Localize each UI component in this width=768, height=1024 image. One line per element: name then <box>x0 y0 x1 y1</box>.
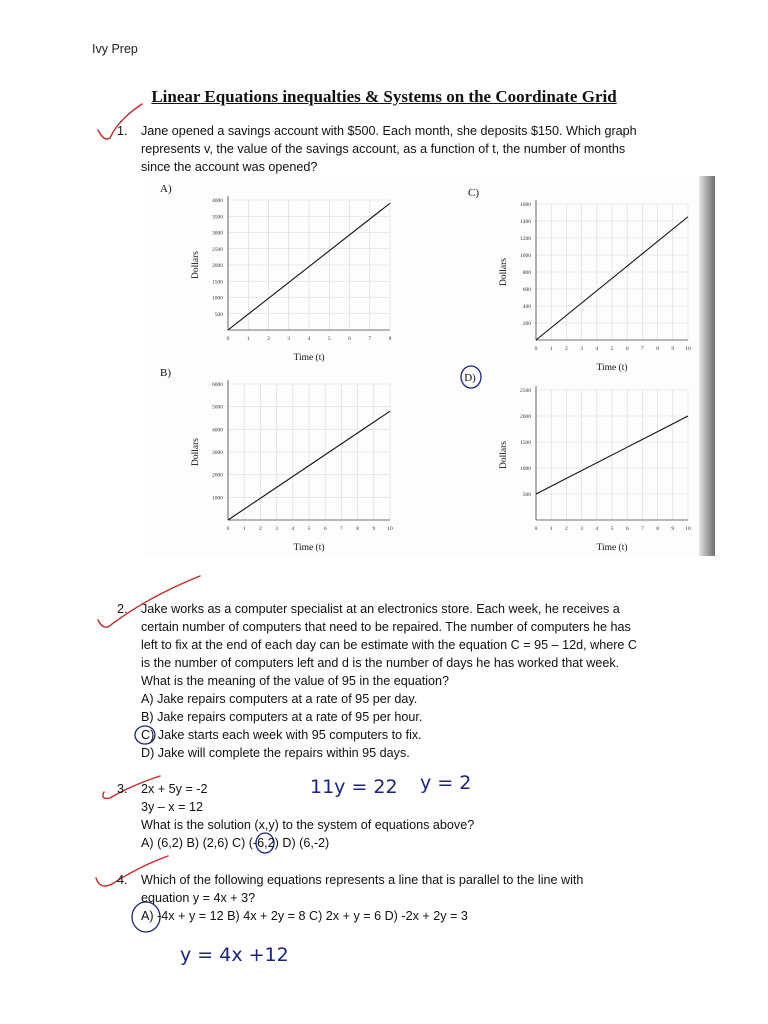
y-axis-label: Dollars <box>499 258 509 286</box>
answer-options: A) (6,2) B) (2,6) C) (-6,2) D) (6,-2) <box>141 836 330 850</box>
y-tick-label: 1200 <box>520 236 531 242</box>
x-tick-label: 1 <box>549 526 553 532</box>
x-tick-label: 10 <box>685 346 691 352</box>
x-axis-label: Time (t) <box>596 543 628 553</box>
y-tick-label: 600 <box>522 287 531 293</box>
x-tick-label: 4 <box>595 526 599 532</box>
x-tick-label: 6 <box>323 526 327 532</box>
handwritten-work: y = 4x +12 <box>180 944 289 966</box>
handwritten-work: y = 2 <box>420 772 472 794</box>
y-tick-label: 500 <box>522 492 531 498</box>
x-tick-label: 9 <box>372 526 376 532</box>
graph-label: C) <box>468 187 479 199</box>
question-line: equation y = 4x + 3? <box>141 891 256 905</box>
x-tick-label: 4 <box>291 526 295 532</box>
x-tick-label: 10 <box>685 526 691 532</box>
x-tick-label: 5 <box>307 526 311 532</box>
handwritten-work: 11y = 22 <box>310 776 398 798</box>
y-tick-label: 1000 <box>520 466 531 472</box>
y-tick-label: 2000 <box>520 414 531 420</box>
x-tick-label: 9 <box>671 346 675 352</box>
x-tick-label: 6 <box>625 346 629 352</box>
x-tick-label: 4 <box>595 346 599 352</box>
x-tick-label: 3 <box>287 336 291 342</box>
graph-d-label: D) <box>464 372 476 384</box>
y-axis-label: Dollars <box>191 438 201 466</box>
x-tick-label: 8 <box>388 336 392 342</box>
x-tick-label: 10 <box>387 526 393 532</box>
y-tick-label: 1000 <box>212 495 223 502</box>
y-tick-label: 6000 <box>212 382 223 388</box>
question-line: certain number of computers that need to be repaired. The number of computers he has <box>141 620 631 634</box>
question-number: 3. <box>117 782 128 796</box>
x-tick-label: 2 <box>259 526 262 532</box>
x-tick-label: 5 <box>610 526 614 532</box>
x-tick-label: 1 <box>242 526 246 532</box>
x-tick-label: 7 <box>641 526 644 532</box>
y-tick-label: 2000 <box>212 472 223 479</box>
y-tick-label: 3000 <box>212 450 223 456</box>
x-tick-label: 0 <box>226 336 230 342</box>
y-tick-label: 4000 <box>212 427 223 434</box>
y-tick-label: 1500 <box>520 440 531 446</box>
question-number: 1. <box>117 124 128 138</box>
graph-label: B) <box>160 367 171 379</box>
answer-option: D) Jake will complete the repairs within 95 days. <box>141 746 410 760</box>
question-text <box>141 600 661 762</box>
question-line: Which of the following equations represents a line that is parallel to the line with <box>141 873 584 887</box>
x-tick-label: 0 <box>534 346 538 352</box>
y-tick-label: 200 <box>522 321 531 327</box>
y-tick-label: 500 <box>214 311 223 318</box>
x-tick-label: 0 <box>534 526 538 532</box>
question-line: What is the meaning of the value of 95 in the equation? <box>141 674 450 688</box>
y-tick-label: 1500 <box>212 279 223 286</box>
question-line: Jane opened a savings account with $500. Each month, she deposits $150. Which graph <box>141 124 637 138</box>
answer-option: B) Jake repairs computers at a rate of 95 per hour. <box>141 710 423 724</box>
x-tick-label: 6 <box>625 526 629 532</box>
y-tick-label: 1400 <box>520 219 531 225</box>
x-tick-label: 3 <box>580 526 583 532</box>
x-tick-label: 8 <box>656 346 659 352</box>
y-tick-label: 1000 <box>520 253 531 259</box>
y-tick-label: 2500 <box>520 388 531 394</box>
x-tick-label: 3 <box>275 526 278 532</box>
y-tick-label: 3500 <box>212 214 223 221</box>
question-line: left to fix at the end of each day can be estimate with the equation C = 95 – 12d, where C <box>141 638 638 652</box>
y-tick-label: 800 <box>522 270 531 276</box>
graph-label: A) <box>160 183 172 195</box>
x-tick-label: 2 <box>565 526 568 532</box>
question-line: is the number of computers left and d is the number of days he has worked that week. <box>141 656 620 670</box>
question-2 <box>117 600 677 770</box>
x-tick-label: 7 <box>368 336 372 342</box>
equation-line: 2x + 5y = -2 <box>141 782 208 796</box>
question-line: What is the solution (x,y) to the system of equations above? <box>141 818 475 832</box>
x-tick-label: 4 <box>307 336 311 342</box>
x-axis-label: Time (t) <box>596 363 628 373</box>
x-tick-label: 3 <box>580 346 583 352</box>
x-tick-label: 9 <box>671 526 675 532</box>
answer-option: C) Jake starts each week with 95 computers to fix. <box>141 728 422 742</box>
y-axis-label: Dollars <box>499 441 509 469</box>
answer-option: A) Jake repairs computers at a rate of 95 per day. <box>141 692 418 706</box>
y-axis-label: Dollars <box>191 251 201 279</box>
x-axis-label: Time (t) <box>293 353 325 363</box>
y-tick-label: 1000 <box>212 295 223 302</box>
x-tick-label: 8 <box>356 526 359 532</box>
x-tick-label: 7 <box>340 526 343 532</box>
page-header: Ivy Prep <box>92 42 138 56</box>
question-4 <box>117 871 677 927</box>
x-tick-label: 6 <box>348 336 351 342</box>
question-number: 2. <box>117 602 128 616</box>
x-tick-label: 5 <box>327 336 331 342</box>
x-tick-label: 0 <box>226 526 230 532</box>
x-tick-label: 2 <box>267 336 270 342</box>
question-text <box>141 780 661 852</box>
question-line: Jake works as a computer specialist at an electronics store. Each week, he receives a <box>141 602 620 616</box>
y-tick-label: 2000 <box>212 263 223 269</box>
checkmark-icon <box>98 104 142 139</box>
question-number: 4. <box>117 873 128 887</box>
x-tick-label: 7 <box>641 346 644 352</box>
y-tick-label: 2500 <box>212 246 223 253</box>
question-line: represents v, the value of the savings account, as a function of t, the number of months <box>141 142 626 156</box>
x-tick-label: 1 <box>549 346 553 352</box>
page-title: Linear Equations inequalties & Systems on the Coordinate Grid <box>151 87 617 106</box>
y-tick-label: 4000 <box>212 198 223 204</box>
y-tick-label: 400 <box>522 304 531 310</box>
y-tick-label: 5000 <box>212 404 223 411</box>
x-tick-label: 8 <box>656 526 659 532</box>
equation-line: 3y – x = 12 <box>141 800 203 814</box>
x-axis-label: Time (t) <box>293 543 325 553</box>
x-tick-label: 2 <box>565 346 568 352</box>
question-text <box>141 871 661 925</box>
y-tick-label: 1600 <box>520 202 531 208</box>
y-tick-label: 3000 <box>212 230 223 237</box>
answer-options: A) -4x + y = 12 B) 4x + 2y = 8 C) 2x + y = 6 D) -2x + 2y = 3 <box>141 909 468 923</box>
x-tick-label: 1 <box>246 336 250 342</box>
x-tick-label: 5 <box>610 346 614 352</box>
question-line: since the account was opened? <box>141 160 318 174</box>
